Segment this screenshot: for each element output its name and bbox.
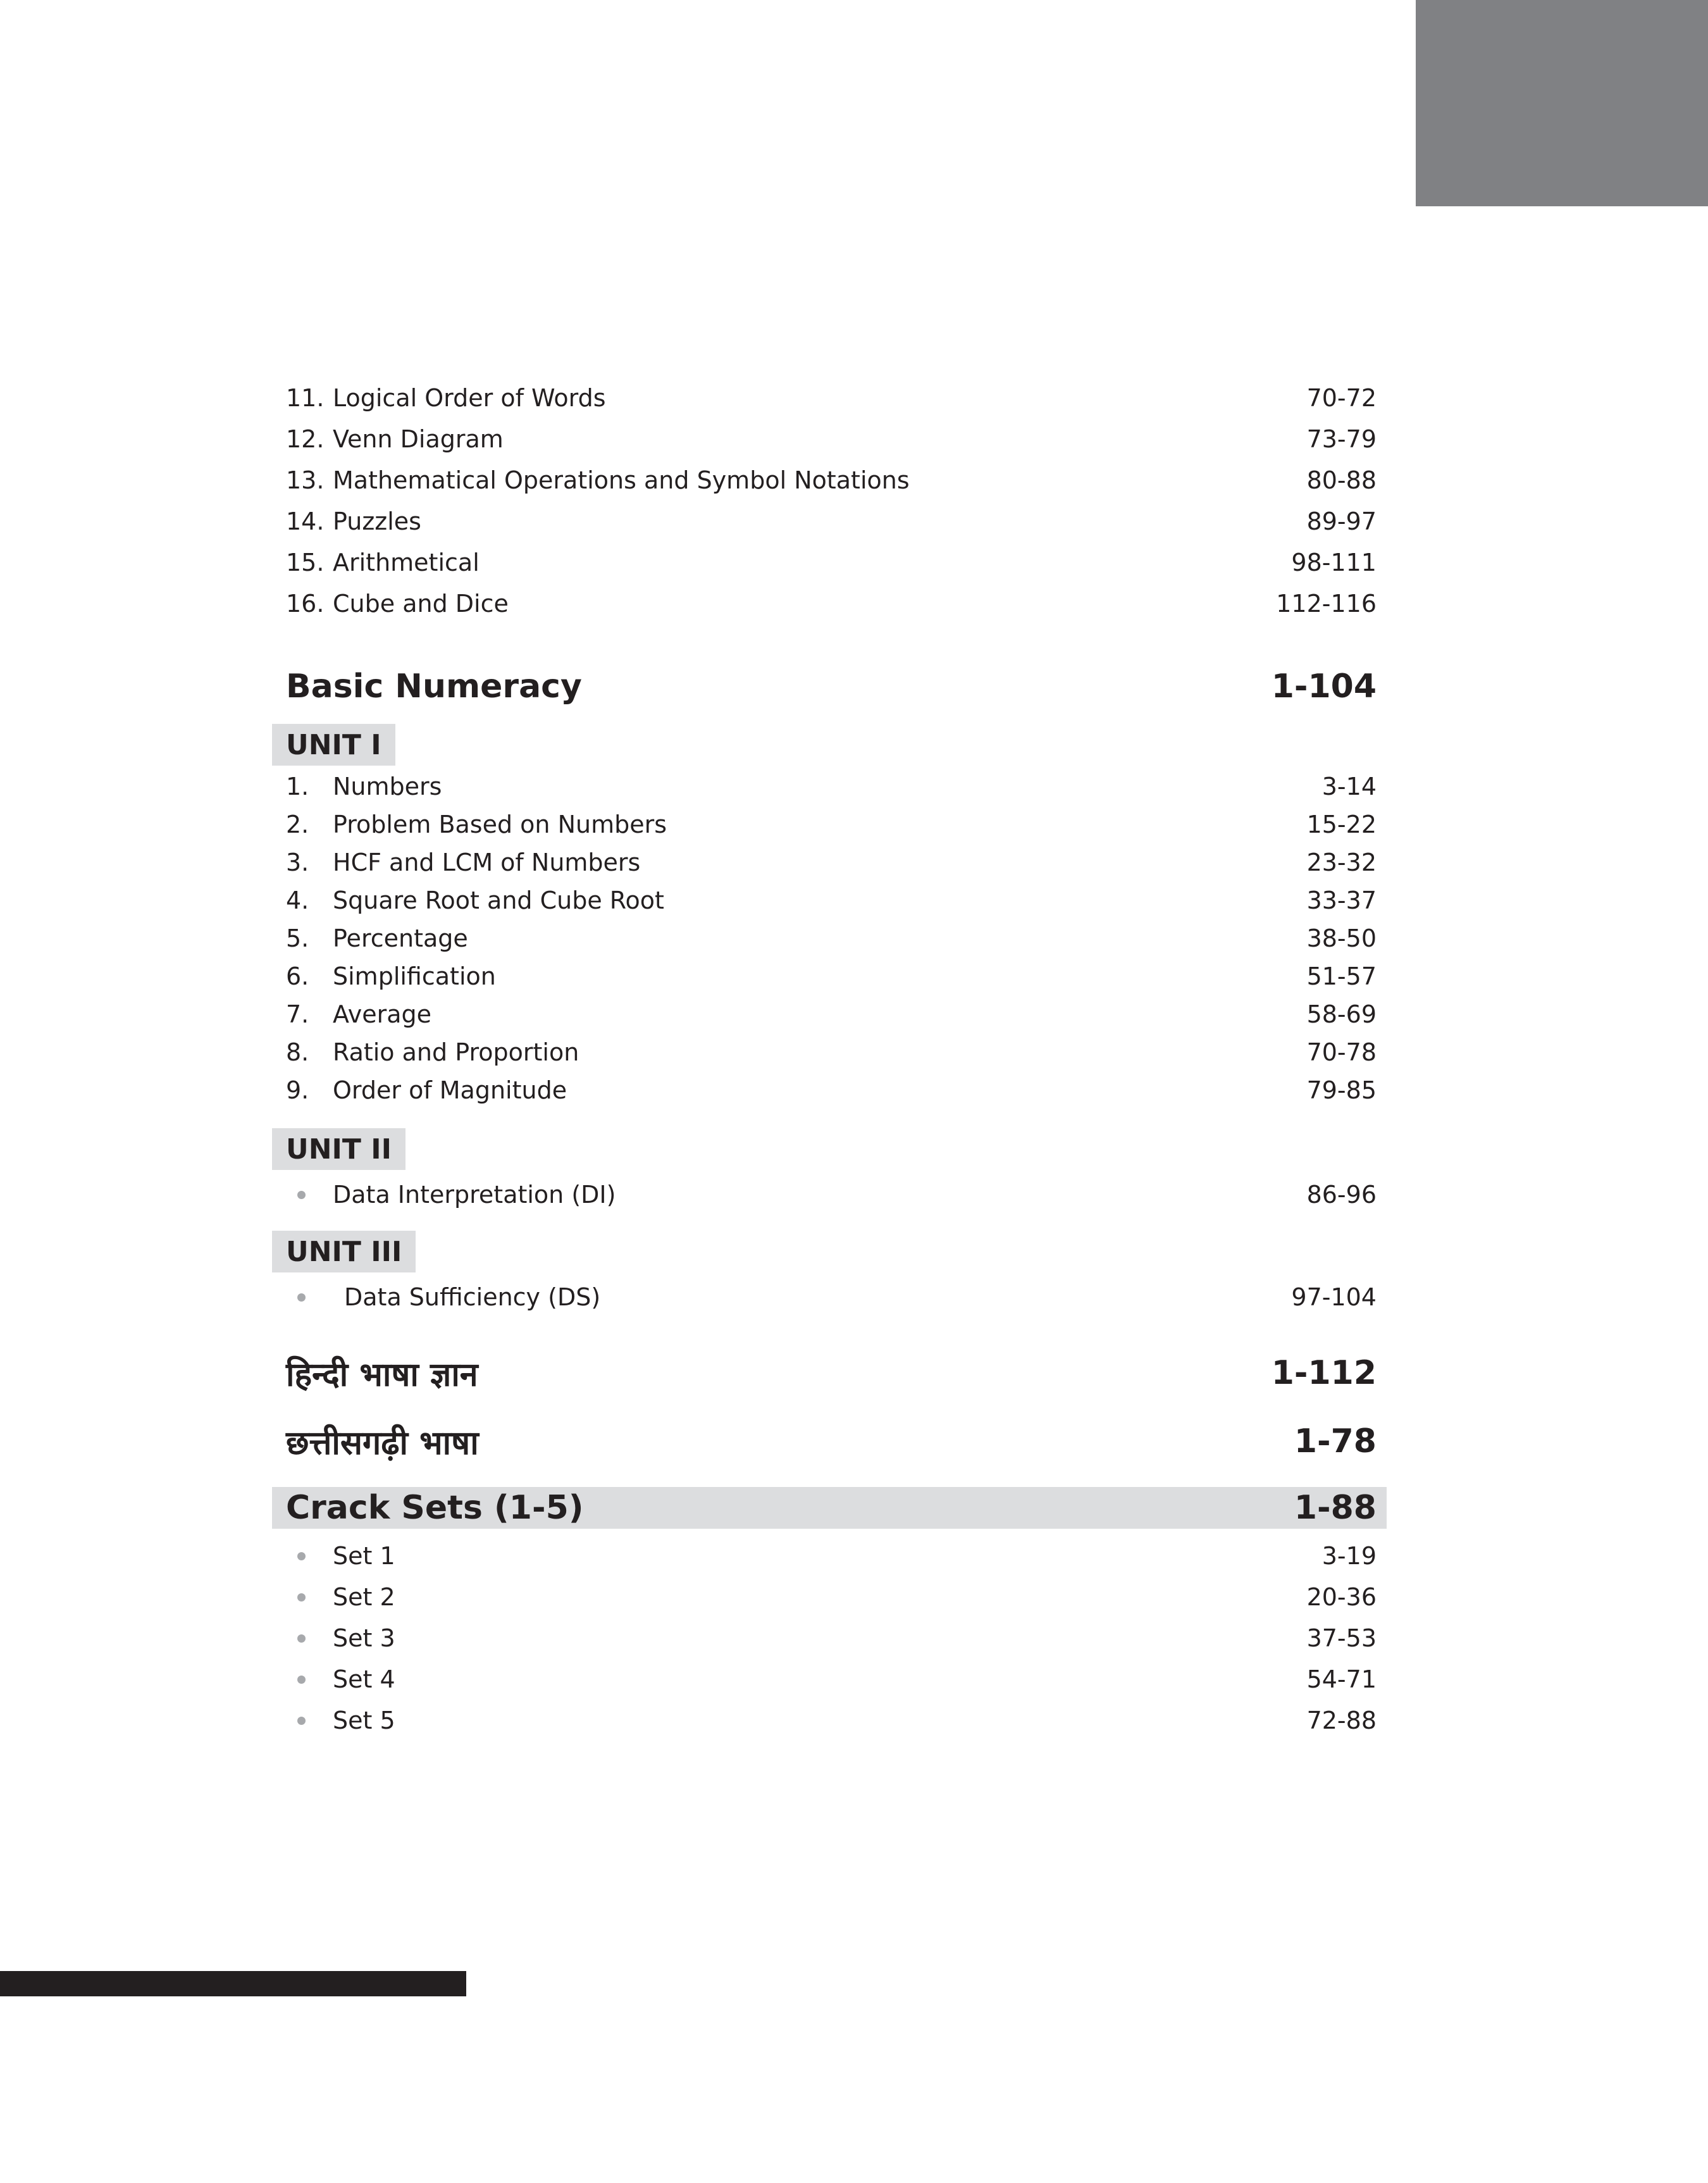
entry-page: 37-53 bbox=[1306, 1624, 1377, 1652]
entry-title: Percentage bbox=[333, 924, 468, 952]
toc-entry[interactable] bbox=[272, 501, 1387, 542]
section-page: 1-78 bbox=[1294, 1422, 1377, 1460]
toc-entry[interactable] bbox=[272, 804, 1387, 845]
section-page: 1-112 bbox=[1271, 1354, 1377, 1392]
toc-entry[interactable] bbox=[272, 955, 1387, 997]
entry-number: 16. bbox=[286, 590, 325, 618]
entry-title: Square Root and Cube Root bbox=[333, 886, 664, 914]
toc-entry[interactable] bbox=[272, 459, 1387, 501]
entry-title: Problem Based on Numbers bbox=[333, 811, 667, 838]
entry-title: Puzzles bbox=[333, 507, 421, 535]
entry-title: Numbers bbox=[333, 773, 442, 800]
entry-number: 15. bbox=[286, 549, 325, 576]
entry-title: Venn Diagram bbox=[333, 425, 504, 453]
section-page: 1-104 bbox=[1271, 668, 1377, 706]
section-crack-sets[interactable] bbox=[272, 1487, 1387, 1529]
toc-entry[interactable] bbox=[272, 1535, 1387, 1577]
toc-entry[interactable] bbox=[272, 1174, 1387, 1216]
entry-number: 9. bbox=[286, 1076, 309, 1104]
entry-page: 73-79 bbox=[1306, 425, 1377, 453]
entry-page: 112-116 bbox=[1276, 590, 1377, 618]
entry-page: 58-69 bbox=[1306, 1000, 1377, 1028]
entry-number: 14. bbox=[286, 507, 325, 535]
entry-page: 38-50 bbox=[1306, 924, 1377, 952]
section-page: 1-88 bbox=[1294, 1489, 1377, 1527]
toc-entry[interactable] bbox=[272, 1617, 1387, 1659]
entry-title: Set 2 bbox=[333, 1583, 395, 1611]
toc-entry[interactable] bbox=[272, 917, 1387, 959]
toc-entry[interactable] bbox=[272, 1700, 1387, 1741]
entry-page: 89-97 bbox=[1306, 507, 1377, 535]
toc-entry[interactable] bbox=[272, 1576, 1387, 1618]
entry-number: 5. bbox=[286, 924, 309, 952]
entry-number: 8. bbox=[286, 1038, 309, 1066]
entry-title: Set 5 bbox=[333, 1707, 395, 1734]
section-chhattisgarhi[interactable] bbox=[272, 1416, 1387, 1467]
entry-page: 79-85 bbox=[1306, 1076, 1377, 1104]
toc-entry[interactable] bbox=[272, 842, 1387, 883]
entry-page: 70-72 bbox=[1306, 384, 1377, 412]
entry-title: Data Sufficiency (DS) bbox=[344, 1283, 601, 1311]
toc-entry[interactable] bbox=[272, 377, 1387, 419]
entry-page: 54-71 bbox=[1306, 1665, 1377, 1693]
toc-entry[interactable] bbox=[272, 583, 1387, 625]
entry-number: 12. bbox=[286, 425, 325, 453]
bullet-icon bbox=[297, 1293, 306, 1302]
entry-page: 20-36 bbox=[1306, 1583, 1377, 1611]
unit-label: UNIT II bbox=[272, 1128, 405, 1170]
bullet-icon bbox=[297, 1676, 306, 1684]
bullet-icon bbox=[297, 1191, 306, 1199]
entry-title: Order of Magnitude bbox=[333, 1076, 567, 1104]
entry-title: Simplification bbox=[333, 962, 496, 990]
toc-entry[interactable] bbox=[272, 1658, 1387, 1700]
unit-label: UNIT III bbox=[272, 1231, 416, 1272]
entry-page: 3-19 bbox=[1321, 1542, 1377, 1570]
entry-number: 11. bbox=[286, 384, 325, 412]
toc-entry[interactable] bbox=[272, 993, 1387, 1035]
toc-entry[interactable] bbox=[272, 766, 1387, 807]
entry-page: 97-104 bbox=[1291, 1283, 1377, 1311]
entry-title: Logical Order of Words bbox=[333, 384, 606, 412]
entry-page: 51-57 bbox=[1306, 962, 1377, 990]
entry-page: 86-96 bbox=[1306, 1181, 1377, 1209]
entry-number: 4. bbox=[286, 886, 309, 914]
unit-label: UNIT I bbox=[272, 724, 395, 766]
bullet-icon bbox=[297, 1717, 306, 1725]
bullet-icon bbox=[297, 1593, 306, 1601]
entry-page: 33-37 bbox=[1306, 886, 1377, 914]
toc-entry[interactable] bbox=[272, 880, 1387, 921]
entry-title: Ratio and Proportion bbox=[333, 1038, 579, 1066]
entry-number: 7. bbox=[286, 1000, 309, 1028]
entry-title: Mathematical Operations and Symbol Notations bbox=[333, 466, 910, 494]
toc-entry[interactable] bbox=[272, 542, 1387, 583]
entry-page: 80-88 bbox=[1306, 466, 1377, 494]
toc-entry[interactable] bbox=[272, 1031, 1387, 1073]
entry-page: 3-14 bbox=[1321, 773, 1377, 800]
bullet-icon bbox=[297, 1634, 306, 1643]
entry-page: 15-22 bbox=[1306, 811, 1377, 838]
section-basic-numeracy[interactable] bbox=[272, 661, 1387, 712]
entry-number: 13. bbox=[286, 466, 325, 494]
footer-bar bbox=[0, 1971, 466, 1996]
entry-number: 2. bbox=[286, 811, 309, 838]
section-title: छत्तीसगढ़ी भाषा bbox=[286, 1424, 479, 1462]
entry-title: Cube and Dice bbox=[333, 590, 509, 618]
entry-title: HCF and LCM of Numbers bbox=[333, 849, 641, 876]
entry-page: 70-78 bbox=[1306, 1038, 1377, 1066]
entry-title: Set 1 bbox=[333, 1542, 395, 1570]
section-title: Crack Sets (1-5) bbox=[286, 1489, 584, 1527]
entry-number: 6. bbox=[286, 962, 309, 990]
entry-page: 72-88 bbox=[1306, 1707, 1377, 1734]
entry-title: Average bbox=[333, 1000, 432, 1028]
entry-number: 1. bbox=[286, 773, 309, 800]
entry-title: Set 4 bbox=[333, 1665, 395, 1693]
entry-title: Data Interpretation (DI) bbox=[333, 1181, 616, 1209]
toc-entry[interactable] bbox=[272, 1069, 1387, 1111]
section-title: हिन्दी भाषा ज्ञान bbox=[286, 1355, 478, 1394]
section-title: Basic Numeracy bbox=[286, 668, 582, 706]
toc-entry[interactable] bbox=[272, 1276, 1387, 1318]
corner-grey-block bbox=[1416, 0, 1708, 206]
toc-entry[interactable] bbox=[272, 418, 1387, 460]
entry-page: 98-111 bbox=[1291, 549, 1377, 576]
entry-title: Arithmetical bbox=[333, 549, 480, 576]
entry-number: 3. bbox=[286, 849, 309, 876]
bullet-icon bbox=[297, 1552, 306, 1560]
entry-page: 23-32 bbox=[1306, 849, 1377, 876]
section-hindi[interactable] bbox=[272, 1348, 1387, 1398]
entry-title: Set 3 bbox=[333, 1624, 395, 1652]
